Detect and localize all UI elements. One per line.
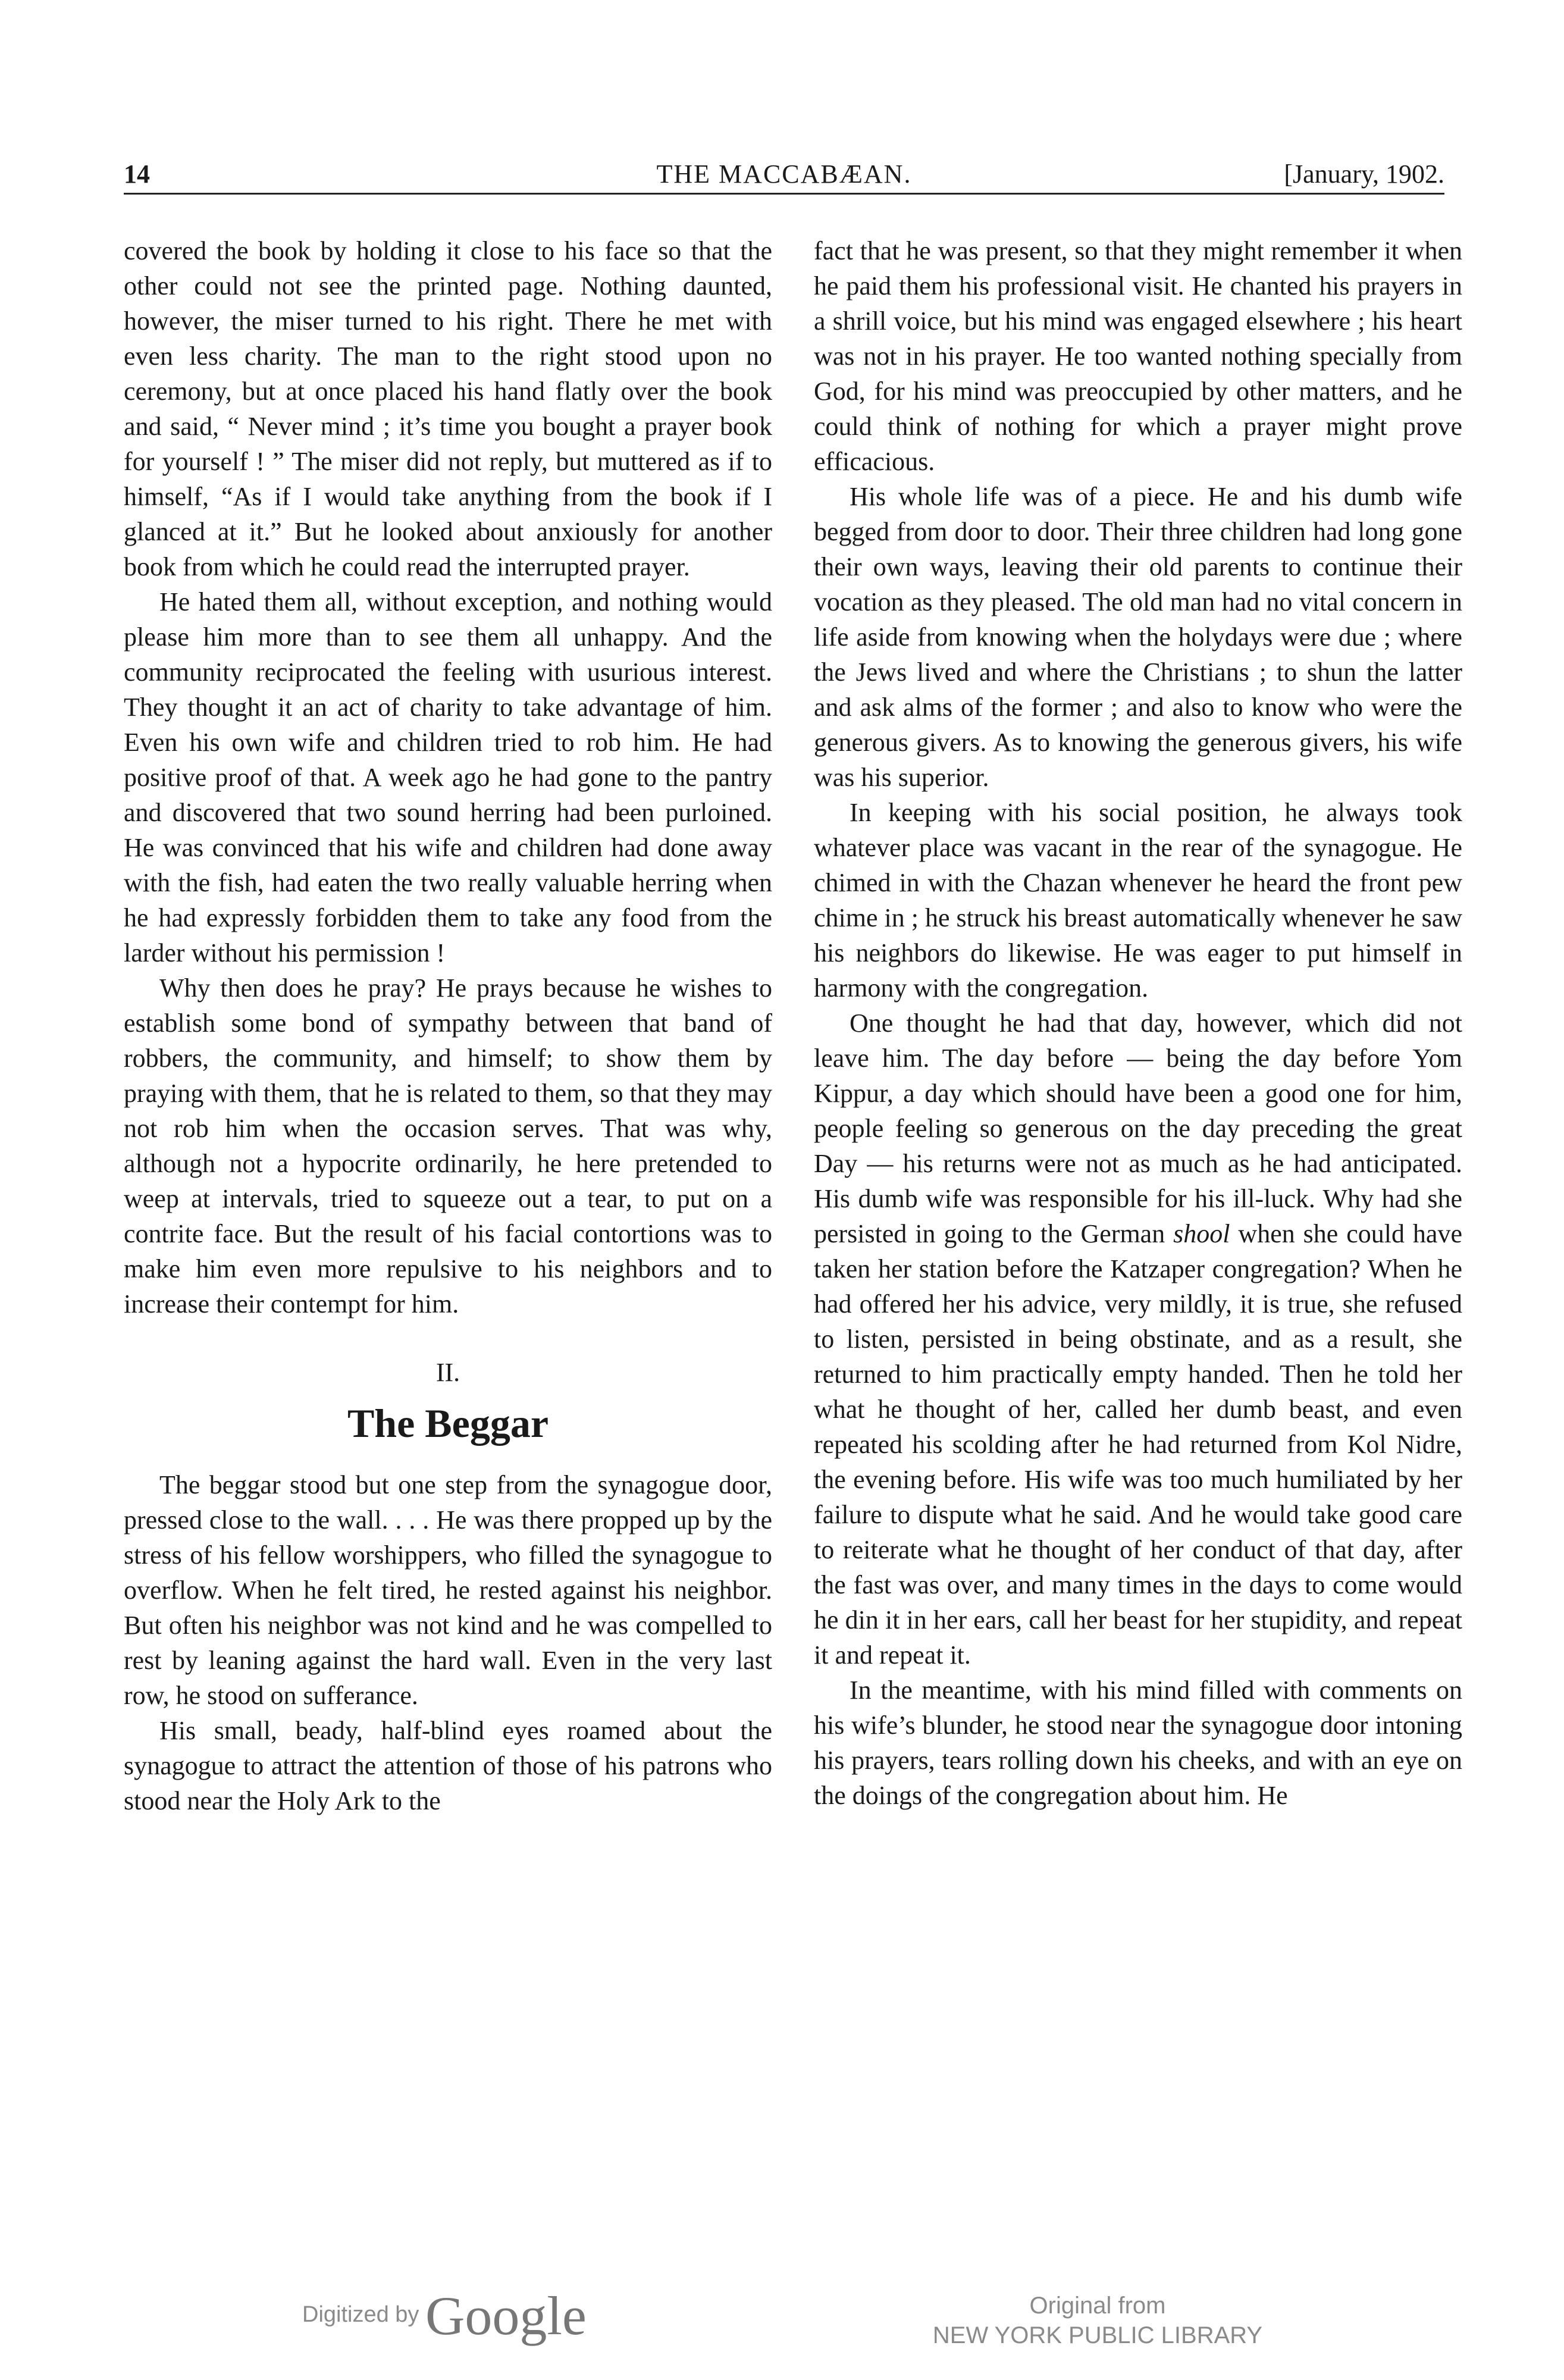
section-number: II. [435, 1358, 460, 1387]
journal-title: THE MACCABÆAN. [656, 159, 912, 189]
digitized-credit [302, 2285, 587, 2346]
original-from-label: Original from [1029, 2293, 1166, 2319]
paragraph: In keeping with his social position, he always took whatever place was vacant in the rear of the synagogue. He chimed in with the Chazan whenever he heard the front pew chime in ; he struck his breast automatically whenever he saw his neighbors do likewise. He was eager to put himself in harmony with the congregation. [814, 798, 1462, 1003]
paragraph: In the meantime, with his mind filled with comments on his wife’s blunder, he stood near the synagogue door intoning his prayers, tears rolling down his cheeks, and with an eye on the doings of the congregation about him. He [814, 1676, 1462, 1810]
library-name: NEW YORK PUBLIC LIBRARY [932, 2322, 1263, 2348]
paragraph [814, 1006, 1462, 1673]
page-number: 14 [124, 159, 150, 189]
digitized-by-label: Digitized by [302, 2302, 419, 2327]
paragraph: Why then does he pray? He prays because he wishes to establish some bond of sympathy between that band of robbers, the community, and himself; to show them by praying with them, that he is related to them, so that they may not rob him when the occasion serves. That was why, although not a hypocrite ordinarily, he here pretended to weep at intervals, tried to squeeze out a tear, to put on a contrite face. But the result of his facial contortions was to make him even more repulsive to his neighbors and to increase their contempt for him. [124, 973, 772, 1319]
paragraph: His small, beady, half-blind eyes roamed about the synagogue to attract the attention of those of his patrons who stood near the Holy Ark to the [124, 1716, 772, 1815]
paragraph: covered the book by holding it close to his face so that the other could not see the printed page. Nothing daunted, however, the miser turned to his right. There he met with even less charity. The man to the right stood upon no ceremony, but at once placed his hand flatly over the book and said, “ Never mind ; it’s time you bought a prayer book for yourself ! ” The miser did not reply, but muttered as if to himself, “As if I would take anything from the book if I glanced at it.” But he looked about anxiously for another book from which he could read the interrupted prayer. [124, 236, 772, 581]
page-header [124, 156, 1444, 195]
issue-date: [January, 1902. [1284, 159, 1444, 189]
paragraph: His whole life was of a piece. He and his dumb wife begged from door to door. Their three children had long gone their own ways, leaving their old parents to continue their vocation as they pleased. The old man had no vital concern in life aside from knowing when the holydays were due ; where the Jews lived and where the Christians ; to shun the latter and ask alms of the former ; and also to know who were the generous givers. As to knowing the generous givers, his wife was his superior. [814, 482, 1462, 792]
source-credit [913, 2291, 1282, 2350]
paragraph-text: when she could have taken her station before the Katzaper congregation? When he had offered her his advice, very mildly, it is true, she refused to listen, persisted in being obstinate, and as a result, she returned to him practically empty handed. Then he told her what he thought of her, called her dumb beast, and even repeated his scolding after he had returned from Kol Nidre, the evening before. His wife was too much humiliated by her failure to dispute what he said. And he would take good care to reiterate what he thought of her conduct of that day, after the fast was over, and many times in the days to come would he din it in her ears, call her beast for her stupidity, and repeat it and repeat it. [814, 1219, 1462, 1670]
google-logo: Google [425, 2285, 587, 2346]
paragraph: fact that he was present, so that they might remember it when he paid them his professional visit. He chanted his prayers in a shrill voice, but his mind was engaged elsewhere ; his heart was not in his prayer. He too wanted nothing specially from God, for his mind was preoccupied by other matters, and he could think of nothing for which a prayer might prove efficacious. [814, 236, 1462, 476]
paragraph: The beggar stood but one step from the synagogue door, pressed close to the wall. . . . He was there propped up by the stress of his fellow worshippers, who filled the synagogue to overflow. When he felt tired, he rested against his neighbor. But often his neighbor was not kind and he was compelled to rest by leaning against the hard wall. Even in the very last row, he stood on sufferance. [124, 1470, 772, 1710]
right-column [814, 233, 1462, 1813]
paragraph: He hated them all, without exception, and nothing would please him more than to see them all unhappy. And the community reciprocated the feeling with usurious interest. They thought it an act of charity to take advantage of him. Even his own wife and children tried to rob him. He had positive proof of that. A week ago he had gone to the pantry and discovered that two sound herring had been purloined. He was convinced that his wife and children had done away with the fish, had eaten the two really valuable herring when he had expressly forbidden them to take any food from the larder without his permission ! [124, 587, 772, 967]
italic-word: shool [1173, 1219, 1230, 1248]
left-column [124, 233, 772, 1818]
section-title: The Beggar [347, 1401, 549, 1446]
paragraph-text: One thought he had that day, however, which did not leave him. The day before — being the day before Yom Kippur, a day which should have been a good one for him, people feeling so generous on the day preceding the great Day — his returns were not as much as he had anticipated. His dumb wife was responsible for his ill-luck. Why had she persisted in going to the German [814, 1009, 1462, 1248]
